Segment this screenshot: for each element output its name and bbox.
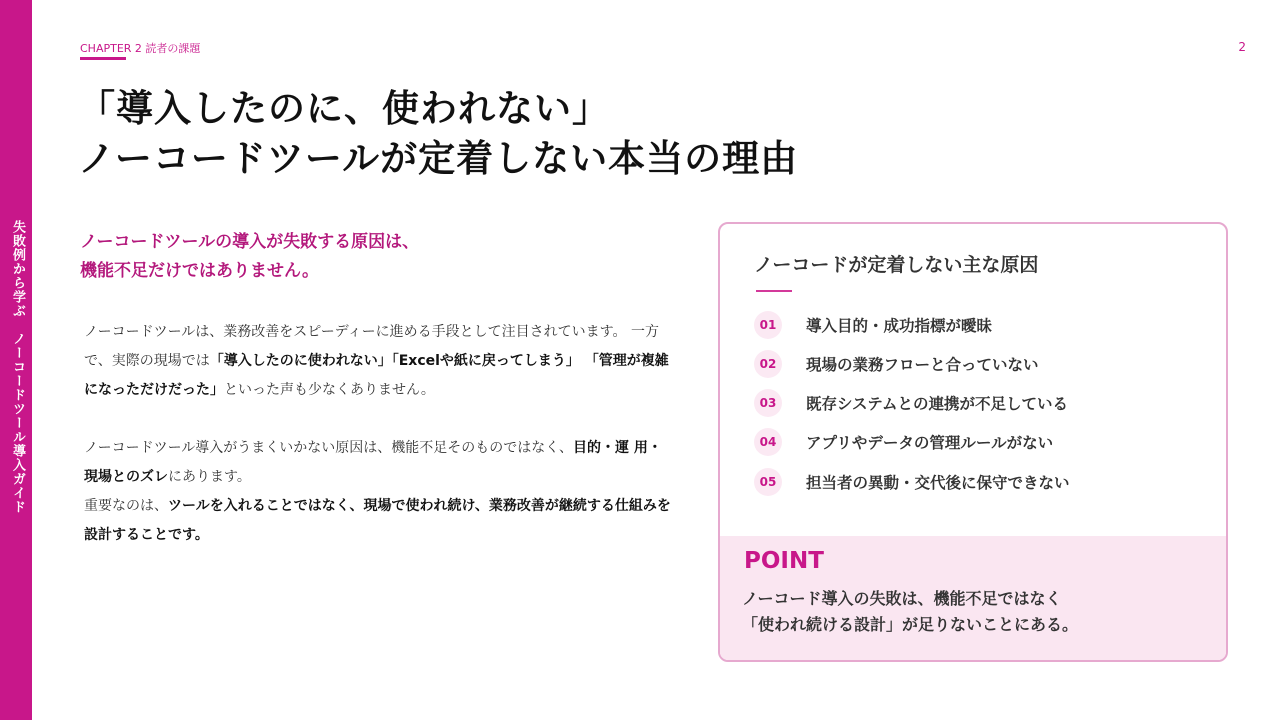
chapter-label: CHAPTER 2 読者の課題 xyxy=(80,42,201,55)
body-text: といった声も少なくありません。 xyxy=(224,382,435,398)
reason-item xyxy=(754,469,1070,495)
reason-text: 既存システムとの連携が不足している xyxy=(806,395,1068,413)
reason-number-badge: 03 xyxy=(754,389,782,417)
body-text: ノーコードツール導入がうまくいかない原因は、機能不足そのものではなく、 xyxy=(84,440,574,456)
card-title-rule xyxy=(756,290,792,292)
reason-number-badge: 02 xyxy=(754,350,782,378)
reason-item xyxy=(754,429,1053,455)
body-emphasis: 「導入したのに使われない」「Excelや紙に戻ってしまう」 「管理が複雑になっただけだった」 xyxy=(84,353,669,398)
reason-item xyxy=(754,312,992,338)
reason-number-badge: 05 xyxy=(754,468,782,496)
reasons-card xyxy=(718,222,1228,662)
point-label: POINT xyxy=(744,548,824,574)
lead-line-1: ノーコードツールの導入が失敗する原因は、 xyxy=(80,232,420,252)
reason-number-badge: 04 xyxy=(754,428,782,456)
body-text: 重要なのは、 xyxy=(84,498,168,514)
chapter-underline xyxy=(80,57,126,60)
body-paragraph-2 xyxy=(84,434,674,550)
point-line-2: 「使われ続ける設計」が足りないことにある。 xyxy=(742,615,1079,634)
body-emphasis: ツールを入れることではなく、現場で使われ続け、業務改善が継続する仕組みを設計することです。 xyxy=(84,498,671,543)
reason-text: 現場の業務フローと合っていない xyxy=(806,356,1039,374)
reason-text: 担当者の異動・交代後に保守できない xyxy=(806,474,1070,492)
body-emphasis: 目的・運 用・現場とのズレ xyxy=(84,440,662,485)
reason-number-badge: 01 xyxy=(754,311,782,339)
lead-text xyxy=(80,228,419,286)
sidebar-title: 失敗例から学ぶ ノーコードツール導入ガイド xyxy=(10,220,25,514)
title-line-1: 「導入したのに、使われない」 xyxy=(78,87,610,130)
page-number: 2 xyxy=(1238,40,1246,54)
reason-text: 導入目的・成功指標が曖昧 xyxy=(806,317,993,335)
title-line-2: ノーコードツールが定着しない本当の理由 xyxy=(78,137,799,180)
sidebar-bar xyxy=(0,0,32,720)
point-box xyxy=(720,536,1226,662)
body-text: ノーコードツールは、業務改善をスピーディーに進める手段として注目されています。 一方で、実際の現場では xyxy=(84,324,659,369)
page-title xyxy=(78,84,798,184)
point-text xyxy=(742,586,1078,638)
card-title: ノーコードが定着しない主な原因 xyxy=(754,254,1039,276)
point-line-1: ノーコード導入の失敗は、機能不足ではなく xyxy=(742,589,1062,608)
body-text: にあります。 xyxy=(168,469,251,485)
lead-line-2: 機能不足だけではありません。 xyxy=(80,261,320,281)
reason-item xyxy=(754,390,1068,416)
reason-text: アプリやデータの管理ルールがない xyxy=(806,434,1054,452)
reason-item xyxy=(754,351,1039,377)
body-paragraph-1 xyxy=(84,318,674,405)
